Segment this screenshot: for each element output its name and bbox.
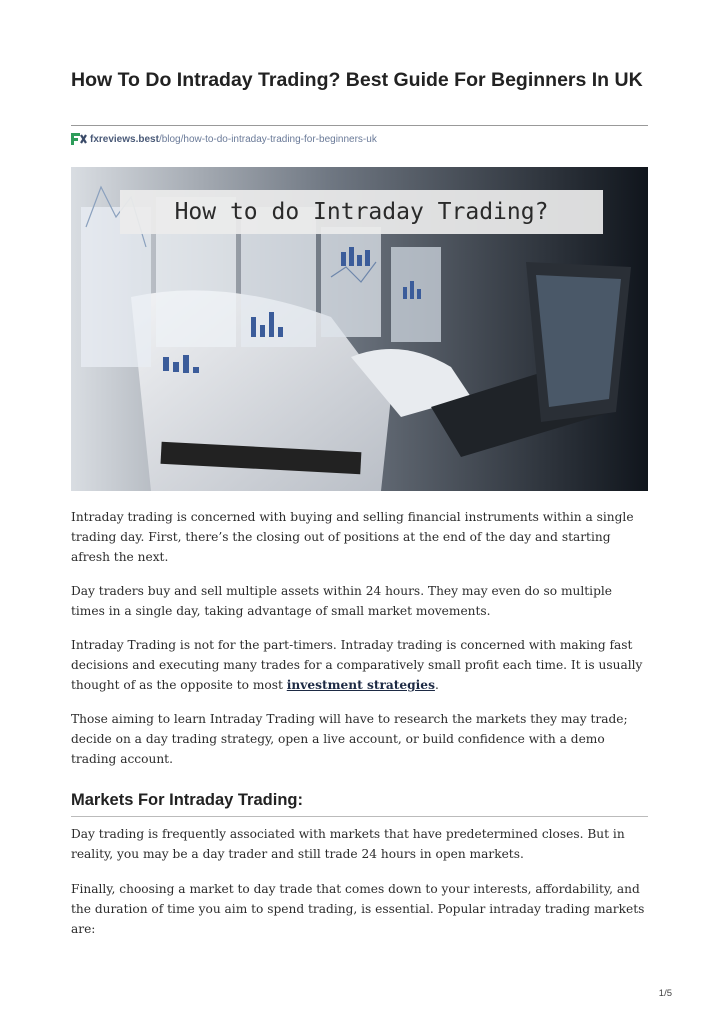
fx-logo-icon <box>71 132 87 146</box>
paragraph-4: Those aiming to learn Intraday Trading will have to research the markets they may trade; decide on a day trading strategy, open a live account, or build confidence with a demo trading account. <box>71 712 628 766</box>
paragraph-3-text: Intraday Trading is not for the part-timers. Intraday trading is concerned with making fast decisions and executing many trades for a comparatively small profit each time. It is usually thought of as the opposite to most <box>71 638 643 692</box>
paragraph-2: Day traders buy and sell multiple assets within 24 hours. They may even do so multiple times in a single day, taking advantage of small market movements. <box>71 584 612 618</box>
hero-image <box>71 167 648 491</box>
paragraph-3 <box>71 635 646 695</box>
paragraph-6: Finally, choosing a market to day trade that comes down to your interests, affordability, and the duration of time you aim to spend trading, is essential. Popular intraday trading markets are: <box>71 882 645 936</box>
section-heading: Markets For Intraday Trading: <box>71 791 303 809</box>
page-title: How To Do Intraday Trading? Best Guide For Beginners In UK <box>71 69 643 91</box>
page-number: 1/5 <box>658 988 672 999</box>
source-path[interactable]: /blog/how-to-do-intraday-trading-for-beginners-uk <box>158 133 377 145</box>
source-domain[interactable]: fxreviews.best <box>90 133 159 145</box>
paragraph-3-end: . <box>434 678 439 692</box>
source-link[interactable] <box>71 131 377 147</box>
paragraph-1: Intraday trading is concerned with buying and selling financial instruments within a single trading day. First, there’s the closing out of positions at the end of the day and starting afresh the next. <box>71 510 634 564</box>
section-divider <box>71 816 648 817</box>
investment-strategies-link[interactable]: investment strategies <box>286 678 435 692</box>
hero-caption: How to do Intraday Trading? <box>120 190 603 234</box>
title-divider <box>71 125 648 126</box>
paragraph-5: Day trading is frequently associated with markets that have predetermined closes. But in reality, you may be a day trader and still trade 24 hours in open markets. <box>71 827 625 861</box>
